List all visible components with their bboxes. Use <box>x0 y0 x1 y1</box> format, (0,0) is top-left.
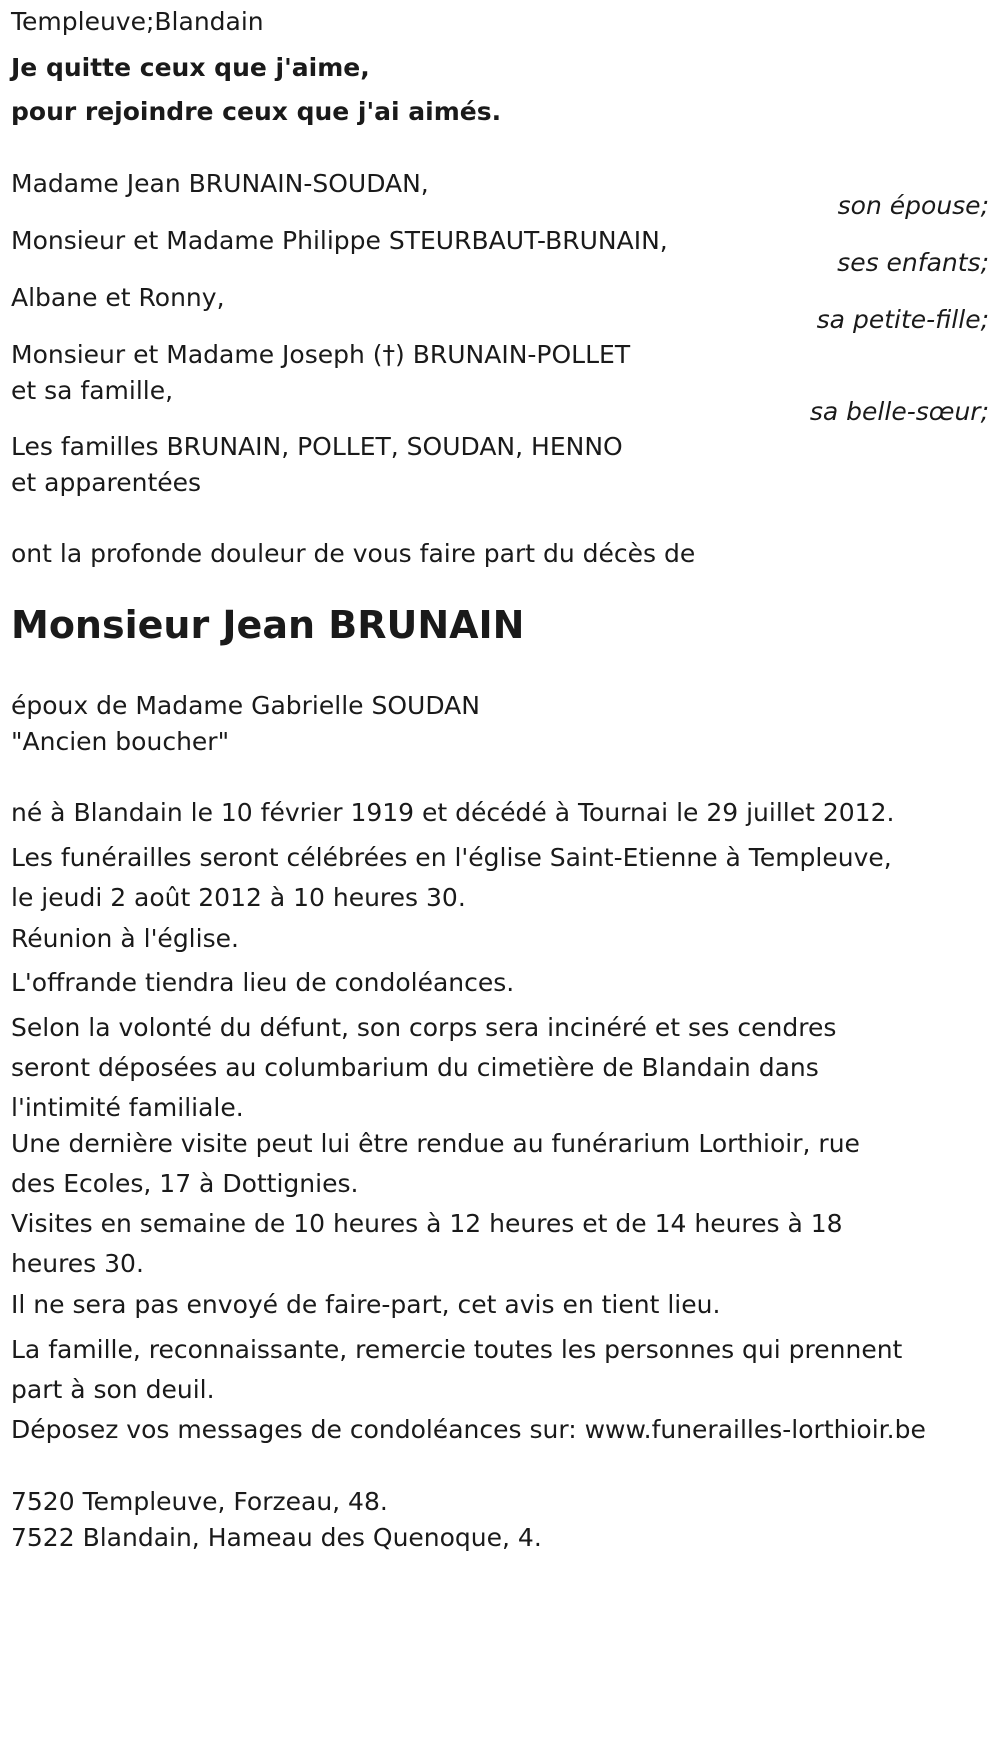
detail-paragraph: Visites en semaine de 10 heures à 12 heures et de 14 heures à 18 heures 30. <box>11 1209 843 1278</box>
verse-line-1: Je quitte ceux que j'aime, <box>11 53 370 82</box>
family-member-role: sa belle-sœur; <box>809 397 989 426</box>
announcement-text: ont la profonde douleur de vous faire part du décès de <box>11 539 696 568</box>
detail-paragraph: L'offrande tiendra lieu de condoléances. <box>11 968 515 997</box>
locations-header: Templeuve;Blandain <box>11 7 264 36</box>
detail-paragraph: Il ne sera pas envoyé de faire-part, cet avis en tient lieu. <box>11 1290 721 1319</box>
address-line: 7522 Blandain, Hameau des Quenoque, 4. <box>11 1523 542 1552</box>
detail-paragraph: Réunion à l'église. <box>11 924 239 953</box>
family-member-name: Les familles BRUNAIN, POLLET, SOUDAN, HENNO <box>11 432 623 461</box>
detail-paragraph: Selon la volonté du défunt, son corps sera incinéré et ses cendres seront déposées au columbarium du cimetière de Blandain dans l'intimité familiale. <box>11 1013 837 1122</box>
family-member-role: son épouse; <box>837 191 989 220</box>
family-member-name: Monsieur et Madame Joseph (†) BRUNAIN-POLLET <box>11 340 631 369</box>
family-member-name-cont: et sa famille, <box>11 376 174 405</box>
detail-paragraph: La famille, reconnaissante, remercie toutes les personnes qui prennent part à son deuil. <box>11 1335 903 1404</box>
family-member-role: sa petite-fille; <box>816 305 989 334</box>
family-member-name: Madame Jean BRUNAIN-SOUDAN, <box>11 169 429 198</box>
deceased-name: Monsieur Jean BRUNAIN <box>11 603 525 647</box>
profession-line: "Ancien boucher" <box>11 727 230 756</box>
family-member-name: Monsieur et Madame Philippe STEURBAUT-BRUNAIN, <box>11 226 668 255</box>
condolences-link-text: Déposez vos messages de condoléances sur: www.funerailles-lorthioir.be <box>11 1415 926 1444</box>
detail-paragraph: né à Blandain le 10 février 1919 et décédé à Tournai le 29 juillet 2012. <box>11 798 895 827</box>
family-member-name: Albane et Ronny, <box>11 283 225 312</box>
verse-line-2: pour rejoindre ceux que j'ai aimés. <box>11 97 502 126</box>
spouse-line: époux de Madame Gabrielle SOUDAN <box>11 691 480 720</box>
detail-paragraph: Les funérailles seront célébrées en l'église Saint-Etienne à Templeuve, le jeudi 2 août 2012 à 10 heures 30. <box>11 843 892 912</box>
family-member-role: ses enfants; <box>837 248 989 277</box>
detail-paragraph: Une dernière visite peut lui être rendue au funérarium Lorthioir, rue des Ecoles, 17 à Dottignies. <box>11 1129 860 1198</box>
address-line: 7520 Templeuve, Forzeau, 48. <box>11 1487 388 1516</box>
family-member-name-cont: et apparentées <box>11 468 202 497</box>
